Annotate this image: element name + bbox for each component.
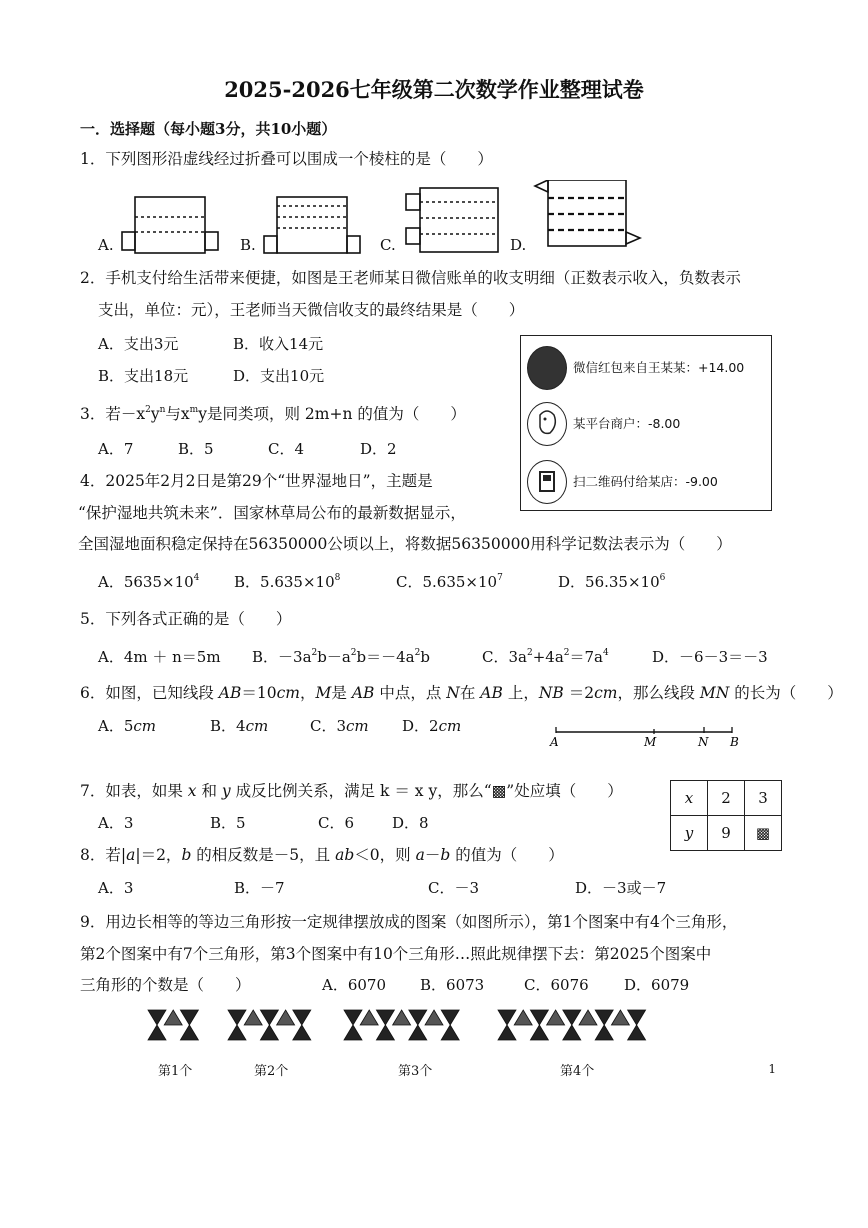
q6-var: N <box>446 684 460 702</box>
q6-option-d <box>402 715 461 736</box>
q4-exponent: 8 <box>334 573 341 583</box>
q4-exponent: 4 <box>193 573 200 583</box>
q6-unit: cm <box>346 717 369 735</box>
q6-text: ＝2 <box>563 684 595 702</box>
q5-text: B．－3a <box>252 648 312 666</box>
page-number: 1 <box>768 1062 776 1076</box>
q3-option-c: C．4 <box>268 440 305 458</box>
q6-text: 在 <box>459 684 481 702</box>
question-8-stem <box>80 843 564 865</box>
q3-option-b: B．5 <box>178 440 214 458</box>
q6-var: M <box>315 684 332 702</box>
table-cell: 3 <box>745 781 782 816</box>
q4-option-text: A．5635×10 <box>98 573 194 591</box>
table-cell: 2 <box>708 781 745 816</box>
triangle-shape <box>376 1025 394 1040</box>
q9-option-a: A．6070 <box>322 976 387 994</box>
triangle-shape <box>393 1010 411 1025</box>
q3-text: 与x <box>165 405 190 423</box>
triangle-shape <box>409 1010 427 1025</box>
q7-var: x <box>187 782 197 800</box>
figure-label-3: 第3个 <box>398 1064 433 1079</box>
q6-unit: cm <box>245 717 269 735</box>
triangle-shape <box>293 1025 311 1040</box>
q3-exponent: 2 <box>145 405 151 415</box>
q7-text: 成反比例关系，满足 k ＝ x y，那么“▩”处应填（ ） <box>230 782 623 800</box>
q8-option-b: B．－7 <box>234 879 285 897</box>
question-2-line2: 支出，单位：元），王老师当天微信收支的最终结果是（ ） <box>98 301 525 319</box>
q6-option-a <box>98 715 156 736</box>
q7-option-c: C．6 <box>318 814 355 832</box>
question-2-line1: 2．手机支付给生活带来便捷，如图是王老师某日微信账单的收支明细（正数表示收入，负数表示 <box>80 269 741 287</box>
triangle-shape <box>441 1010 459 1025</box>
q7-option-d: D．8 <box>392 814 429 832</box>
q5-option-b <box>252 646 430 667</box>
q6-var: NB <box>538 684 564 702</box>
q6-text: 中点，点 <box>374 684 447 702</box>
q4-option-b <box>234 571 340 592</box>
triangle-shape <box>148 1025 166 1040</box>
q2-option-c: B．支出18元 <box>98 367 189 385</box>
triangle-shape <box>514 1010 532 1025</box>
q6-option-text: C．3 <box>310 717 347 735</box>
q5-option-a: A．4m ＋ n＝5m <box>98 648 221 666</box>
q8-text: 的相反数是－5，且 <box>191 846 336 864</box>
cartoon-avatar-icon <box>527 402 567 446</box>
question-4-line2: “保护湿地共筑未来”．国家林草局公布的最新数据显示， <box>78 504 466 522</box>
q5-exponent: 4 <box>603 648 609 658</box>
q4-option-text: D．56.35×10 <box>558 573 660 591</box>
triangle-shape <box>228 1010 246 1025</box>
q5-text: b－a <box>317 648 351 666</box>
q7-xy-table <box>670 780 782 851</box>
triangle-shape <box>409 1025 427 1040</box>
q8-text: ＜0，则 <box>354 846 416 864</box>
q8-text: |＝2， <box>135 846 182 864</box>
bill-row-text: 微信红包来自王某某：+14.00 <box>573 360 745 375</box>
bill-row-text: 扫二维码付给某店：-9.00 <box>573 474 718 489</box>
q3-text: y是同类项，则 2m+n 的值为（ ） <box>198 405 466 423</box>
q6-var: AB <box>218 684 242 702</box>
table-row <box>671 781 782 816</box>
q5-exponent: 2 <box>311 648 318 658</box>
q8-option-c: C．－3 <box>428 879 480 897</box>
question-3-stem <box>80 402 466 424</box>
bill-row-text: 某平台商户：-8.00 <box>573 416 681 431</box>
q6-unit: cm <box>438 717 462 735</box>
table-cell: ▩ <box>745 816 782 851</box>
q1-option-c-label: C. <box>380 236 396 254</box>
triangle-shape <box>180 1010 198 1025</box>
qrcode-avatar-icon <box>527 460 567 504</box>
coin-avatar-icon <box>527 346 567 390</box>
point-label-m: M <box>644 735 657 749</box>
q9-option-d: D．6079 <box>624 976 690 994</box>
q1-prism-nets-figure <box>0 180 868 260</box>
q6-var: MN <box>699 684 730 702</box>
triangle-shape <box>595 1010 613 1025</box>
q4-option-c <box>396 571 503 592</box>
triangle-shape <box>425 1010 443 1025</box>
q4-option-a <box>98 571 199 592</box>
q3-text: y <box>150 405 160 423</box>
q8-var: ab <box>335 846 355 864</box>
triangle-shape <box>547 1010 565 1025</box>
figure-label-4: 第4个 <box>560 1064 595 1079</box>
q8-var: b <box>181 846 192 864</box>
question-4-line3: 全国湿地面积稳定保持在56350000公顷以上，将数据56350000用科学记数法表示为（ ） <box>78 535 732 553</box>
table-cell: 9 <box>708 816 745 851</box>
q5-text: ＝7a <box>569 648 603 666</box>
question-7-stem <box>80 779 623 801</box>
q7-text: 和 <box>196 782 222 800</box>
q6-unit: cm <box>133 717 157 735</box>
q1-option-b-label: B. <box>240 236 256 254</box>
q4-option-text: C．5.635×10 <box>396 573 498 591</box>
q4-exponent: 7 <box>497 573 503 583</box>
q5-text: b <box>420 648 430 666</box>
triangle-pattern-group <box>148 1010 646 1040</box>
triangle-shape <box>244 1010 262 1025</box>
triangle-shape <box>595 1025 613 1040</box>
bill-row <box>521 398 771 448</box>
q6-text: ＝10 <box>241 684 277 702</box>
q5-exponent: 2 <box>414 648 421 658</box>
q8-var: a <box>126 846 136 864</box>
q3-text: 3．若 <box>80 405 121 423</box>
question-6-stem <box>80 681 843 703</box>
triangle-shape <box>360 1010 378 1025</box>
q7-var: y <box>684 824 694 842</box>
triangle-shape <box>260 1025 278 1040</box>
q3-exponent: n <box>159 405 166 415</box>
q2-option-b: B．收入14元 <box>233 335 324 353</box>
q2-option-a: A．支出3元 <box>98 335 179 353</box>
q6-option-text: B．4 <box>210 717 246 735</box>
q4-exponent: 6 <box>659 573 666 583</box>
table-cell <box>671 781 708 816</box>
question-1-stem: 1．下列图形沿虚线经过折叠可以围成一个棱柱的是（ ） <box>80 150 493 168</box>
triangle-shape <box>293 1010 311 1025</box>
q7-text: 7．如表，如果 <box>80 782 188 800</box>
q6-unit: cm <box>276 684 301 702</box>
q3-text: －x <box>120 405 146 423</box>
q6-option-b <box>210 715 268 736</box>
q7-var: y <box>221 782 231 800</box>
q3-option-a: A．7 <box>98 440 134 458</box>
q5-text: C．3a <box>482 648 527 666</box>
q6-var: AB <box>480 684 503 702</box>
triangle-shape <box>563 1010 581 1025</box>
q6-segment-figure <box>540 720 750 752</box>
question-4-line1: 4．2025年2月2日是第29个“世界湿地日”，主题是 <box>80 472 433 490</box>
q6-var: AB <box>351 684 375 702</box>
q8-text: － <box>424 846 441 864</box>
triangle-shape <box>344 1025 362 1040</box>
q3-option-d: D．2 <box>360 440 397 458</box>
figure-label-1: 第1个 <box>158 1064 193 1079</box>
figure-label-2: 第2个 <box>254 1064 289 1079</box>
point-label-n: N <box>698 735 709 749</box>
q8-text: 8．若| <box>80 846 127 864</box>
q6-text: ， <box>300 684 316 702</box>
wechat-bill-card <box>520 335 772 511</box>
triangle-shape <box>228 1025 246 1040</box>
triangle-shape <box>148 1010 166 1025</box>
question-9-line1: 9．用边长相等的等边三角形按一定规律摆放成的图案（如图所示），第1个图案中有4个三角形， <box>80 913 738 931</box>
bill-row <box>521 342 771 392</box>
q8-var: b <box>440 846 451 864</box>
q6-text: 是 <box>331 684 352 702</box>
triangle-shape <box>277 1010 295 1025</box>
triangle-shape <box>628 1010 646 1025</box>
q6-text: 的长为（ ） <box>729 684 843 702</box>
q6-unit: cm <box>594 684 618 702</box>
triangle-shape <box>498 1025 516 1040</box>
exam-title: 2025-2026七年级第二次数学作业整理试卷 <box>224 77 644 102</box>
q8-var: a <box>415 846 425 864</box>
q8-text: 的值为（ ） <box>450 846 564 864</box>
triangle-shape <box>260 1010 278 1025</box>
triangle-shape <box>180 1025 198 1040</box>
triangle-shape <box>344 1010 362 1025</box>
q9-option-b: B．6073 <box>420 976 485 994</box>
triangle-shape <box>579 1010 597 1025</box>
q5-exponent: 2 <box>526 648 533 658</box>
q6-text: 6．如图，已知线段 <box>80 684 219 702</box>
q7-option-a: A．3 <box>98 814 134 832</box>
q6-text: 上， <box>502 684 539 702</box>
question-9-line2: 第2个图案中有7个三角形，第3个图案中有10个三角形…照此规律摆下去：第2025个图案中 <box>80 945 712 963</box>
triangle-shape <box>530 1025 548 1040</box>
q5-text: +4a <box>532 648 564 666</box>
triangle-shape <box>498 1010 516 1025</box>
q3-exponent: m <box>189 405 199 415</box>
question-5-stem: 5．下列各式正确的是（ ） <box>80 610 292 628</box>
q8-option-a: A．3 <box>98 879 134 897</box>
q5-option-d: D．－6－3＝－3 <box>652 648 768 666</box>
question-9-line3: 三角形的个数是（ ） <box>80 976 251 994</box>
triangle-shape <box>441 1025 459 1040</box>
q6-option-text: D．2 <box>402 717 439 735</box>
triangle-shape <box>563 1025 581 1040</box>
q2-option-d: D．支出10元 <box>233 367 325 385</box>
q6-text: ，那么线段 <box>617 684 700 702</box>
q5-text: b＝－4a <box>356 648 415 666</box>
q5-exponent: 2 <box>350 648 357 658</box>
triangle-shape <box>164 1010 182 1025</box>
triangle-shape <box>628 1025 646 1040</box>
q1-option-a-label: A. <box>98 236 114 254</box>
point-label-a: A <box>550 735 559 749</box>
q4-option-text: B．5.635×10 <box>234 573 335 591</box>
q5-option-c <box>482 646 609 667</box>
bill-row <box>521 456 771 506</box>
q5-exponent: 2 <box>563 648 570 658</box>
q6-option-c <box>310 715 369 736</box>
q6-option-text: A．5 <box>98 717 134 735</box>
table-cell <box>671 816 708 851</box>
triangle-shape <box>376 1010 394 1025</box>
q7-option-b: B．5 <box>210 814 246 832</box>
q7-var: x <box>684 789 694 807</box>
q8-option-d: D．－3或－7 <box>575 879 667 897</box>
q4-option-d <box>558 571 665 592</box>
q1-option-d-label: D. <box>510 236 527 254</box>
triangle-shape <box>611 1010 629 1025</box>
section-heading: 一．选择题（每小题3分，共10小题） <box>80 120 337 138</box>
q9-option-c: C．6076 <box>524 976 589 994</box>
table-row <box>671 816 782 851</box>
triangle-shape <box>530 1010 548 1025</box>
q9-triangle-pattern-figure <box>140 1000 680 1060</box>
point-label-b: B <box>730 735 739 749</box>
